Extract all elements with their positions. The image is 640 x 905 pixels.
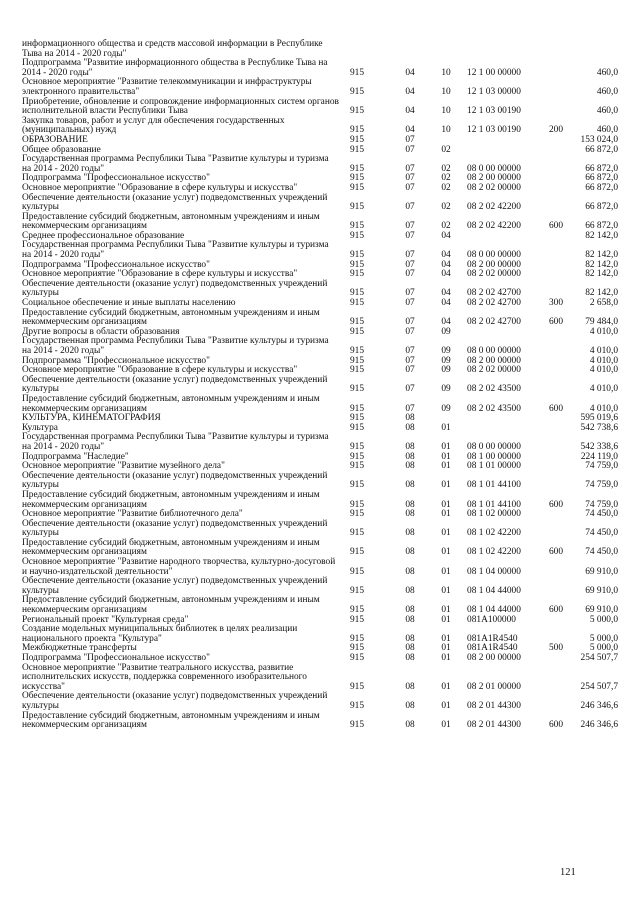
row-name: ОБРАЗОВАНИЕ [22, 134, 88, 145]
ministry-code: 915 [349, 106, 365, 117]
subsection-code: 04 [441, 230, 451, 241]
table-row [22, 577, 618, 596]
row-name: Основное мероприятие "Образование в сфере культуры и искусства" [22, 269, 298, 280]
section-code: 07 [405, 163, 415, 174]
ministry-code: 915 [349, 700, 365, 711]
ministry-code: 915 [349, 585, 365, 596]
amount: 79 484,0 [585, 317, 618, 328]
ministry-code: 915 [349, 653, 365, 663]
ministry-code: 915 [349, 643, 365, 654]
section-code: 07 [405, 173, 415, 184]
table-row [22, 376, 618, 395]
amount: 460,0 [596, 86, 618, 97]
ministry-code: 915 [349, 67, 365, 78]
section-code: 07 [405, 288, 415, 299]
table-row [22, 472, 618, 491]
row-name: Обеспечение деятельности (оказание услуг) подведомственных учреждений культуры [22, 576, 328, 596]
ministry-code: 915 [349, 202, 365, 213]
ministry-code: 915 [349, 269, 365, 280]
amount: 254 507,7 [580, 681, 618, 692]
target-article-code: 08 1 04 44000 [467, 585, 521, 596]
amount: 66 872,0 [585, 144, 618, 155]
page-number: 121 [560, 867, 576, 878]
target-article-code: 08 2 00 00000 [467, 355, 521, 366]
row-name: Основное мероприятие "Образование в сфере культуры и искусства" [22, 182, 298, 193]
amount: 74 450,0 [585, 547, 618, 558]
amount: 66 872,0 [585, 182, 618, 193]
amount: 246 346,6 [580, 720, 618, 731]
amount: 460,0 [596, 106, 618, 117]
table-row [22, 59, 618, 78]
target-article-code: 12 1 03 00190 [467, 106, 521, 117]
subsection-code: 01 [441, 509, 451, 520]
table-row [22, 692, 618, 711]
table-row [22, 712, 618, 731]
target-article-code: 08 1 01 00000 [467, 461, 521, 472]
subsection-code: 10 [441, 86, 451, 97]
ministry-code: 915 [349, 451, 365, 462]
subsection-code: 02 [441, 173, 451, 184]
amount: 74 759,0 [585, 461, 618, 472]
subsection-code: 02 [441, 202, 451, 213]
subsection-code: 01 [441, 499, 451, 510]
section-code: 07 [405, 346, 415, 356]
table-row [22, 117, 618, 136]
target-article-code: 08 1 02 00000 [467, 509, 521, 520]
row-name: Обеспечение деятельности (оказание услуг) подведомственных учреждений культуры [22, 192, 328, 213]
table-row [22, 155, 618, 174]
section-code: 08 [405, 480, 415, 491]
row-name: Основное мероприятие "Развитие телекоммуникации и инфраструктуры электронного правительства" [22, 77, 312, 97]
section-code: 04 [405, 125, 415, 136]
subsection-code: 04 [441, 298, 451, 309]
subsection-code: 04 [441, 288, 451, 299]
amount: 4 010,0 [589, 355, 618, 366]
subsection-code: 02 [441, 221, 451, 232]
ministry-code: 915 [349, 144, 365, 155]
row-name: Подпрограмма "Профессиональное искусство" [22, 173, 210, 184]
row-name: Предоставление субсидий бюджетным, автономным учреждениям и иным некоммерческим организациям [22, 393, 320, 414]
target-article-code: 08 1 01 44100 [467, 480, 521, 491]
amount: 66 872,0 [585, 173, 618, 184]
table-row [22, 596, 618, 615]
subsection-code: 04 [441, 250, 451, 261]
row-name: Предоставление субсидий бюджетным, автономным учреждениям и иным некоммерческим организациям [22, 211, 320, 232]
subsection-code: 10 [441, 125, 451, 136]
row-name: Обеспечение деятельности (оказание услуг) подведомственных учреждений культуры [22, 470, 328, 491]
ministry-code: 915 [349, 288, 365, 299]
row-name: Среднее профессиональное образование [22, 230, 185, 241]
section-code: 08 [405, 605, 415, 616]
table-row [22, 194, 618, 213]
row-name: информационного общества и средств массовой информации в Республике Тыва на 2014 - 2020 годы" [22, 39, 323, 59]
table-row [22, 78, 618, 97]
row-name: Создание модельных муниципальных библиотек в целях реализации национального проекта "Культура" [22, 624, 298, 644]
amount: 246 346,6 [580, 700, 618, 711]
section-code: 07 [405, 355, 415, 366]
amount: 4 010,0 [589, 326, 618, 337]
subsection-code: 01 [441, 461, 451, 472]
row-name: Предоставление субсидий бюджетным, автономным учреждениям и иным некоммерческим организациям [22, 595, 320, 616]
expense-type-code: 600 [548, 403, 564, 414]
expense-type-code: 600 [548, 221, 564, 232]
ministry-code: 915 [349, 346, 365, 356]
subsection-code: 01 [441, 700, 451, 711]
subsection-code: 01 [441, 605, 451, 616]
ministry-code: 915 [349, 566, 365, 577]
target-article-code: 08 1 04 00000 [467, 566, 521, 577]
amount: 74 759,0 [585, 499, 618, 510]
subsection-code: 09 [441, 355, 451, 366]
target-article-code: 08 2 00 00000 [467, 259, 521, 270]
ministry-code: 915 [349, 461, 365, 472]
amount: 69 910,0 [585, 605, 618, 616]
ministry-code: 915 [349, 250, 365, 261]
section-code: 07 [405, 202, 415, 213]
subsection-code: 10 [441, 67, 451, 78]
table-row [22, 433, 618, 452]
subsection-code: 04 [441, 259, 451, 270]
section-code: 08 [405, 441, 415, 452]
ministry-code: 915 [349, 355, 365, 366]
section-code: 08 [405, 547, 415, 558]
subsection-code: 02 [441, 144, 451, 155]
subsection-code: 01 [441, 633, 451, 644]
ministry-code: 915 [349, 422, 365, 433]
subsection-code: 09 [441, 346, 451, 356]
ministry-code: 915 [349, 259, 365, 270]
target-article-code: 08 2 02 42700 [467, 317, 521, 328]
table-row [22, 491, 618, 510]
ministry-code: 915 [349, 441, 365, 452]
target-article-code: 08 1 01 44100 [467, 499, 521, 510]
section-code: 07 [405, 221, 415, 232]
row-name: Культура [22, 422, 58, 433]
target-article-code: 08 0 00 00000 [467, 441, 521, 452]
section-code: 08 [405, 566, 415, 577]
expense-type-code: 600 [548, 317, 564, 328]
table-row [22, 98, 618, 117]
amount: 74 759,0 [585, 480, 618, 491]
row-name: Государственная программа Республики Тыва "Развитие культуры и туризма на 2014 - 2020 годы" [22, 432, 329, 452]
amount: 4 010,0 [589, 365, 618, 376]
amount: 66 872,0 [585, 202, 618, 213]
target-article-code: 12 1 00 00000 [467, 67, 521, 78]
ministry-code: 915 [349, 499, 365, 510]
target-article-code: 08 0 00 00000 [467, 163, 521, 174]
table-row [22, 395, 618, 414]
amount: 542 338,6 [580, 441, 618, 452]
row-name: Государственная программа Республики Тыва "Развитие культуры и туризма на 2014 - 2020 годы" [22, 240, 329, 261]
row-name: КУЛЬТУРА, КИНЕМАТОГРАФИЯ [22, 413, 161, 424]
expense-type-code: 600 [548, 720, 564, 731]
ministry-code: 915 [349, 298, 365, 309]
ministry-code: 915 [349, 173, 365, 184]
expense-type-code: 500 [548, 643, 564, 654]
row-name: Основное мероприятие "Развитие музейного дела" [22, 461, 225, 472]
section-code: 08 [405, 614, 415, 625]
ministry-code: 915 [349, 480, 365, 491]
section-code: 08 [405, 422, 415, 433]
target-article-code: 08 2 02 43500 [467, 384, 521, 395]
table-row [22, 414, 618, 424]
section-code: 07 [405, 230, 415, 241]
target-article-code: 12 1 03 00190 [467, 125, 521, 136]
ministry-code: 915 [349, 125, 365, 136]
row-name: Приобретение, обновление и сопровождение информационных систем органов исполнительной власти Республики Тыва [22, 96, 339, 117]
row-name: Региональный проект "Культурная среда" [22, 614, 189, 625]
subsection-code: 10 [441, 106, 451, 117]
row-name: Основное мероприятие "Развитие театрального искусства, развитие исполнительских искусств, поддержка современного изобразительного искусства" [22, 662, 307, 692]
row-name: Государственная программа Республики Тыва "Развитие культуры и туризма на 2014 - 2020 годы" [22, 336, 329, 356]
ministry-code: 915 [349, 326, 365, 337]
ministry-code: 915 [349, 134, 365, 145]
target-article-code: 08 0 00 00000 [467, 346, 521, 356]
target-article-code: 08 2 02 00000 [467, 269, 521, 280]
amount: 542 738,6 [580, 422, 618, 433]
target-article-code: 08 2 02 00000 [467, 182, 521, 193]
table-row [22, 40, 618, 59]
target-article-code: 12 1 03 00000 [467, 86, 521, 97]
amount: 82 142,0 [585, 269, 618, 280]
amount: 74 450,0 [585, 528, 618, 539]
row-name: Государственная программа Республики Тыва "Развитие культуры и туризма на 2014 - 2020 годы" [22, 154, 329, 174]
subsection-code: 09 [441, 365, 451, 376]
amount: 5 000,0 [589, 643, 618, 654]
subsection-code: 01 [441, 720, 451, 731]
ministry-code: 915 [349, 547, 365, 558]
amount: 82 142,0 [585, 250, 618, 261]
ministry-code: 915 [349, 528, 365, 539]
ministry-code: 915 [349, 720, 365, 731]
amount: 4 010,0 [589, 346, 618, 356]
amount: 460,0 [596, 125, 618, 136]
section-code: 08 [405, 653, 415, 663]
expense-type-code: 600 [548, 499, 564, 510]
amount: 4 010,0 [589, 384, 618, 395]
row-name: Предоставление субсидий бюджетным, автономным учреждениям и иным некоммерческим организациям [22, 489, 320, 510]
section-code: 08 [405, 633, 415, 644]
target-article-code: 08 1 00 00000 [467, 451, 521, 462]
amount: 82 142,0 [585, 259, 618, 270]
expense-type-code: 200 [548, 125, 564, 136]
amount: 66 872,0 [585, 221, 618, 232]
subsection-code: 01 [441, 451, 451, 462]
row-name: Подпрограмма "Наследие" [22, 451, 129, 462]
section-code: 07 [405, 365, 415, 376]
amount: 5 000,0 [589, 614, 618, 625]
subsection-code: 01 [441, 681, 451, 692]
ministry-code: 915 [349, 681, 365, 692]
row-name: Подпрограмма "Развитие информационного общества в Республике Тыва на 2014 - 2020 годы" [22, 58, 328, 78]
section-code: 07 [405, 144, 415, 155]
table-row [22, 280, 618, 299]
section-code: 07 [405, 134, 415, 145]
target-article-code: 081A1R4540 [467, 643, 518, 654]
amount: 2 658,0 [589, 298, 618, 309]
amount: 254 507,7 [580, 653, 618, 663]
amount: 153 024,0 [580, 134, 618, 145]
row-name: Закупка товаров, работ и услуг для обеспечения государственных (муниципальных) нужд [22, 115, 285, 136]
section-code: 07 [405, 182, 415, 193]
target-article-code: 08 2 01 44300 [467, 700, 521, 711]
section-code: 07 [405, 259, 415, 270]
table-row [22, 309, 618, 328]
ministry-code: 915 [349, 403, 365, 414]
ministry-code: 915 [349, 614, 365, 625]
row-name: Основное мероприятие "Развитие библиотечного дела" [22, 509, 243, 520]
target-article-code: 08 2 02 42700 [467, 298, 521, 309]
amount: 4 010,0 [589, 403, 618, 414]
subsection-code: 01 [441, 653, 451, 663]
ministry-code: 915 [349, 317, 365, 328]
row-name: Обеспечение деятельности (оказание услуг) подведомственных учреждений культуры [22, 518, 328, 539]
section-code: 08 [405, 681, 415, 692]
ministry-code: 915 [349, 509, 365, 520]
table-row [22, 337, 618, 356]
subsection-code: 09 [441, 326, 451, 337]
section-code: 04 [405, 106, 415, 117]
amount: 69 910,0 [585, 566, 618, 577]
target-article-code: 08 2 00 00000 [467, 173, 521, 184]
ministry-code: 915 [349, 182, 365, 193]
target-article-code: 08 2 02 42200 [467, 221, 521, 232]
subsection-code: 01 [441, 643, 451, 654]
section-code: 08 [405, 451, 415, 462]
target-article-code: 08 2 02 43500 [467, 403, 521, 414]
ministry-code: 915 [349, 230, 365, 241]
ministry-code: 915 [349, 365, 365, 376]
section-code: 08 [405, 585, 415, 596]
target-article-code: 08 1 02 42200 [467, 547, 521, 558]
section-code: 08 [405, 643, 415, 654]
subsection-code: 01 [441, 528, 451, 539]
ministry-code: 915 [349, 413, 365, 424]
ministry-code: 915 [349, 86, 365, 97]
row-name: Подпрограмма "Профессиональное искусство" [22, 653, 210, 663]
subsection-code: 01 [441, 547, 451, 558]
row-name: Основное мероприятие "Развитие народного творчества, культурно-досуговой и научно-издательской деятельности" [22, 557, 336, 577]
row-name: Подпрограмма "Профессиональное искусство" [22, 259, 210, 270]
subsection-code: 09 [441, 384, 451, 395]
section-code: 08 [405, 509, 415, 520]
subsection-code: 01 [441, 614, 451, 625]
expense-type-code: 300 [548, 298, 564, 309]
row-name: Подпрограмма "Профессиональное искусство" [22, 355, 210, 366]
target-article-code: 08 1 04 44000 [467, 605, 521, 616]
row-name: Обеспечение деятельности (оказание услуг) подведомственных учреждений культуры [22, 278, 328, 299]
ministry-code: 915 [349, 221, 365, 232]
table-row [22, 520, 618, 539]
table-row [22, 136, 618, 146]
target-article-code: 081A100000 [467, 614, 516, 625]
row-name: Межбюджетные трансферты [22, 643, 137, 654]
row-name: Обеспечение деятельности (оказание услуг) подведомственных учреждений культуры [22, 374, 328, 395]
target-article-code: 08 2 01 00000 [467, 681, 521, 692]
row-name: Другие вопросы в области образования [22, 326, 180, 337]
row-name: Общее образование [22, 144, 101, 155]
section-code: 07 [405, 250, 415, 261]
target-article-code: 08 2 00 00000 [467, 653, 521, 663]
subsection-code: 01 [441, 566, 451, 577]
target-article-code: 08 2 02 00000 [467, 365, 521, 376]
section-code: 04 [405, 86, 415, 97]
section-code: 08 [405, 413, 415, 424]
table-row [22, 558, 618, 577]
subsection-code: 01 [441, 422, 451, 433]
subsection-code: 01 [441, 480, 451, 491]
ministry-code: 915 [349, 605, 365, 616]
expense-type-code: 600 [548, 547, 564, 558]
target-article-code: 08 0 00 00000 [467, 250, 521, 261]
table-row [22, 625, 618, 644]
amount: 66 872,0 [585, 163, 618, 174]
row-name: Социальное обеспечение и иные выплаты населению [22, 298, 236, 309]
section-code: 08 [405, 700, 415, 711]
section-code: 08 [405, 528, 415, 539]
section-code: 07 [405, 317, 415, 328]
subsection-code: 02 [441, 182, 451, 193]
section-code: 08 [405, 461, 415, 472]
table-row [22, 213, 618, 232]
section-code: 07 [405, 403, 415, 414]
amount: 82 142,0 [585, 230, 618, 241]
row-name: Основное мероприятие "Образование в сфере культуры и искусства" [22, 365, 298, 376]
amount: 69 910,0 [585, 585, 618, 596]
row-name: Предоставление субсидий бюджетным, автономным учреждениям и иным некоммерческим организациям [22, 307, 320, 328]
amount: 460,0 [596, 67, 618, 78]
target-article-code: 08 1 02 42200 [467, 528, 521, 539]
target-article-code: 08 2 02 42700 [467, 288, 521, 299]
table-row [22, 539, 618, 558]
row-name: Предоставление субсидий бюджетным, автономным учреждениям и иным некоммерческим организациям [22, 710, 320, 731]
amount: 224 119,0 [580, 451, 618, 462]
section-code: 04 [405, 67, 415, 78]
section-code: 08 [405, 720, 415, 731]
target-article-code: 08 2 01 44300 [467, 720, 521, 731]
section-code: 08 [405, 499, 415, 510]
budget-table [22, 40, 618, 731]
section-code: 07 [405, 298, 415, 309]
subsection-code: 04 [441, 269, 451, 280]
row-name: Обеспечение деятельности (оказание услуг) подведомственных учреждений культуры [22, 691, 328, 711]
section-code: 07 [405, 269, 415, 280]
table-row [22, 241, 618, 260]
expense-type-code: 600 [548, 605, 564, 616]
section-code: 07 [405, 326, 415, 337]
subsection-code: 01 [441, 585, 451, 596]
section-code: 07 [405, 384, 415, 395]
row-name: Предоставление субсидий бюджетным, автономным учреждениям и иным некоммерческим организациям [22, 537, 320, 558]
target-article-code: 08 2 02 42200 [467, 202, 521, 213]
target-article-code: 081A1R4540 [467, 633, 518, 644]
amount: 595 019,6 [580, 413, 618, 424]
subsection-code: 01 [441, 441, 451, 452]
ministry-code: 915 [349, 633, 365, 644]
subsection-code: 04 [441, 317, 451, 328]
subsection-code: 02 [441, 163, 451, 174]
table-row [22, 664, 618, 693]
amount: 82 142,0 [585, 288, 618, 299]
amount: 74 450,0 [585, 509, 618, 520]
ministry-code: 915 [349, 163, 365, 174]
ministry-code: 915 [349, 384, 365, 395]
amount: 5 000,0 [589, 633, 618, 644]
subsection-code: 09 [441, 403, 451, 414]
